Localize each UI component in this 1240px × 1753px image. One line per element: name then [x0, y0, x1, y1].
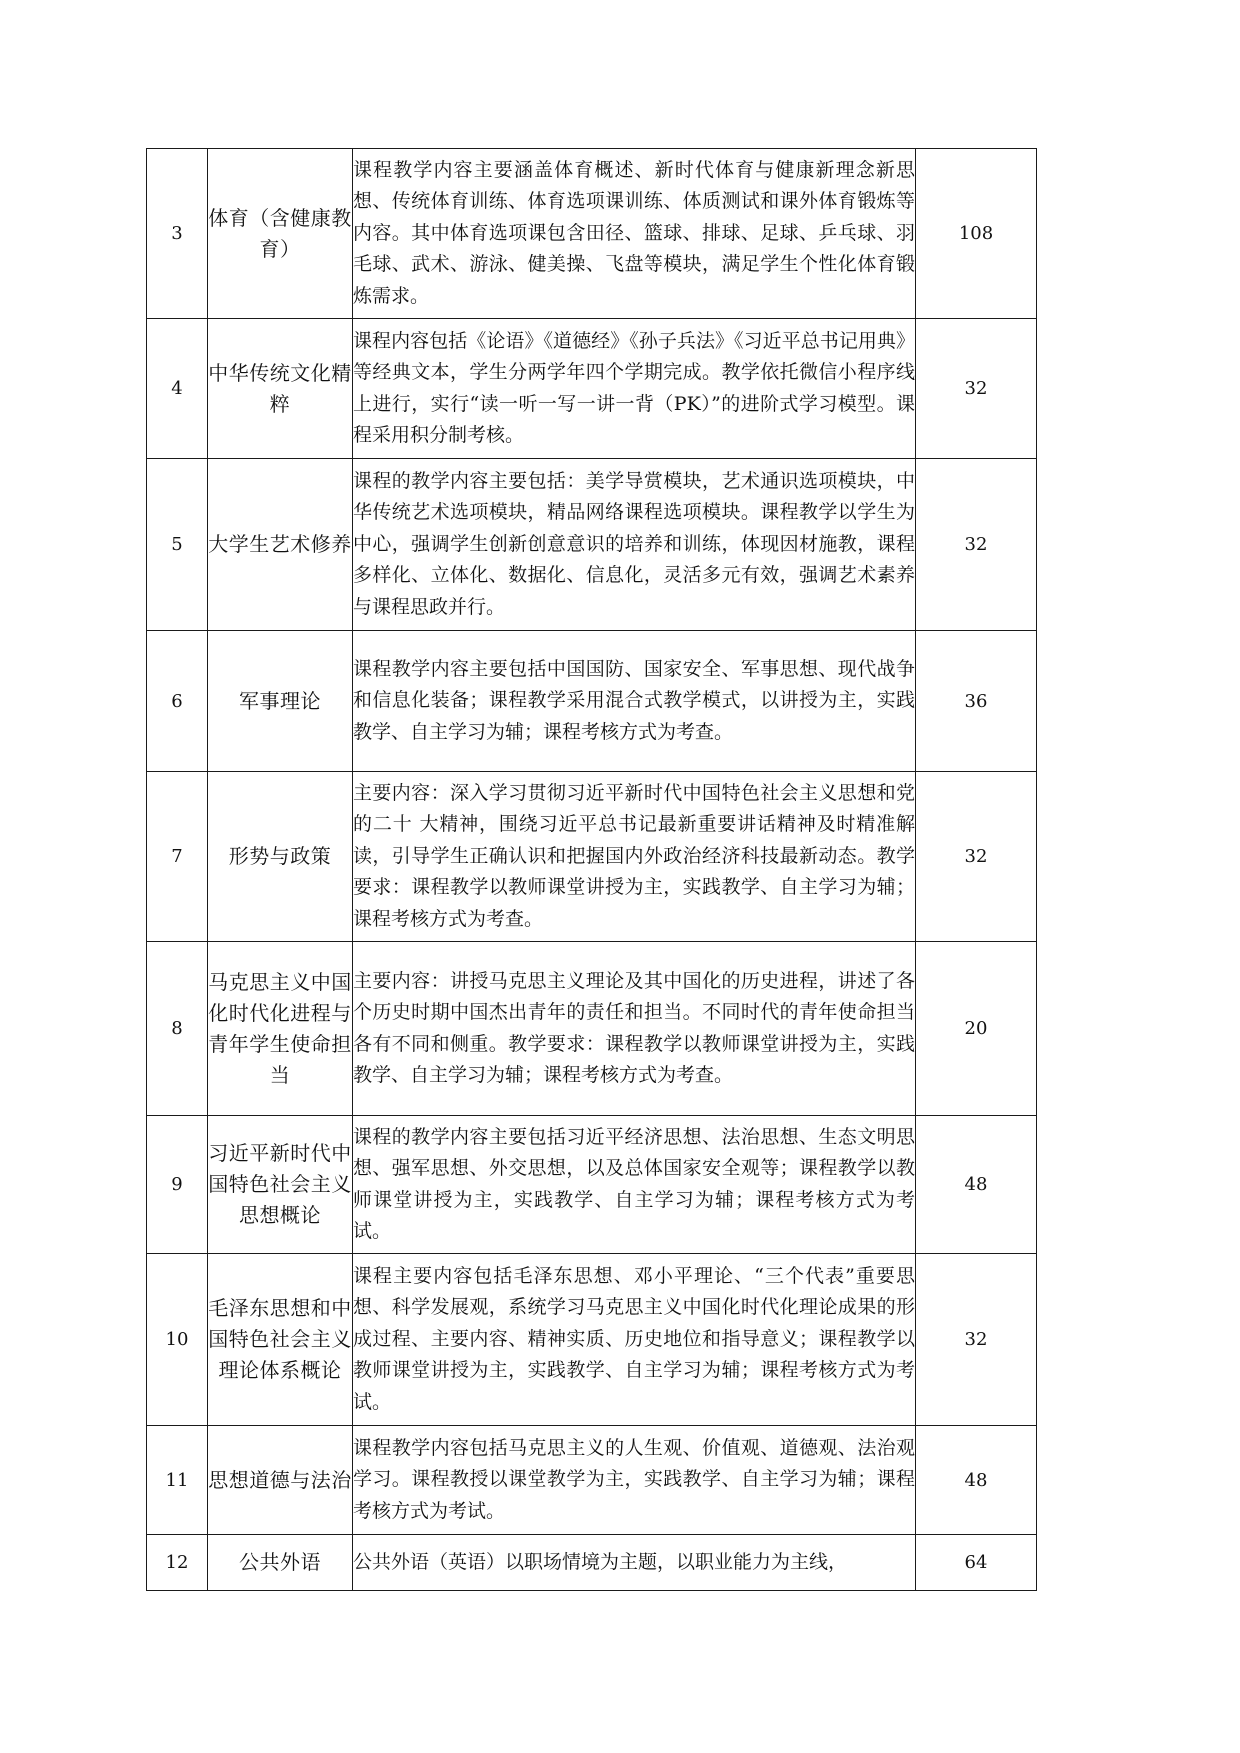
course-description: 主要内容：讲授马克思主义理论及其中国化的历史进程，讲述了各个历史时期中国杰出青年的责任和担当。不同时代的青年使命担当各有不同和侧重。教学要求：课程教学以教师课堂讲授为主，实践教学、自主学习为辅；课程考核方式为考查。 — [353, 942, 916, 1116]
course-name: 公共外语 — [208, 1535, 353, 1591]
course-hours: 32 — [916, 1254, 1037, 1426]
course-number: 5 — [147, 459, 208, 631]
course-description: 主要内容：深入学习贯彻习近平新时代中国特色社会主义思想和党的二十 大精神，围绕习近平总书记最新重要讲话精神及时精准解读，引导学生正确认识和把握国内外政治经济科技最新动态。教学要求：课程教学以教师课堂讲授为主，实践教学、自主学习为辅；课程考核方式为考查。 — [353, 772, 916, 942]
course-description: 课程的教学内容主要包括：美学导赏模块，艺术通识选项模块，中华传统艺术选项模块，精品网络课程选项模块。课程教学以学生为中心，强调学生创新创意意识的培养和训练，体现因材施教，课程多样化、立体化、数据化、信息化，灵活多元有效，强调艺术素养与课程思政并行。 — [353, 459, 916, 631]
course-name: 习近平新时代中国特色社会主义思想概论 — [208, 1116, 353, 1254]
course-description: 公共外语（英语）以职场情境为主题，以职业能力为主线， — [353, 1535, 916, 1591]
course-hours: 32 — [916, 459, 1037, 631]
table-row — [147, 942, 1037, 1116]
course-description: 课程内容包括《论语》《道德经》《孙子兵法》《习近平总书记用典》等经典文本，学生分两学年四个学期完成。教学依托微信小程序线上进行，实行“读一听一写一讲一背（PK）”的进阶式学习模型。课程采用积分制考核。 — [353, 319, 916, 459]
course-number: 12 — [147, 1535, 208, 1591]
table-row — [147, 1116, 1037, 1254]
course-name: 体育（含健康教育） — [208, 149, 353, 319]
course-hours: 36 — [916, 631, 1037, 772]
course-name: 形势与政策 — [208, 772, 353, 942]
course-number: 11 — [147, 1426, 208, 1535]
course-number: 8 — [147, 942, 208, 1116]
course-name: 军事理论 — [208, 631, 353, 772]
course-description: 课程的教学内容主要包括习近平经济思想、法治思想、生态文明思想、强军思想、外交思想，以及总体国家安全观等；课程教学以教师课堂讲授为主，实践教学、自主学习为辅；课程考核方式为考试。 — [353, 1116, 916, 1254]
course-hours: 32 — [916, 772, 1037, 942]
course-number: 7 — [147, 772, 208, 942]
course-hours: 32 — [916, 319, 1037, 459]
course-number: 4 — [147, 319, 208, 459]
table-row — [147, 1254, 1037, 1426]
course-hours: 108 — [916, 149, 1037, 319]
table-row — [147, 149, 1037, 319]
course-hours: 48 — [916, 1426, 1037, 1535]
course-number: 3 — [147, 149, 208, 319]
course-number: 10 — [147, 1254, 208, 1426]
course-name: 大学生艺术修养 — [208, 459, 353, 631]
course-name: 中华传统文化精粹 — [208, 319, 353, 459]
table-row — [147, 1535, 1037, 1591]
table-row — [147, 631, 1037, 772]
course-table — [146, 148, 1037, 1591]
course-hours: 48 — [916, 1116, 1037, 1254]
course-number: 6 — [147, 631, 208, 772]
course-name: 毛泽东思想和中国特色社会主义理论体系概论 — [208, 1254, 353, 1426]
course-hours: 64 — [916, 1535, 1037, 1591]
table-row — [147, 772, 1037, 942]
course-description: 课程教学内容包括马克思主义的人生观、价值观、道德观、法治观学习。课程教授以课堂教学为主，实践教学、自主学习为辅；课程考核方式为考试。 — [353, 1426, 916, 1535]
table-row — [147, 319, 1037, 459]
course-name: 思想道德与法治 — [208, 1426, 353, 1535]
course-hours: 20 — [916, 942, 1037, 1116]
course-description: 课程教学内容主要涵盖体育概述、新时代体育与健康新理念新思想、传统体育训练、体育选项课训练、体质测试和课外体育锻炼等内容。其中体育选项课包含田径、篮球、排球、足球、乒乓球、羽毛球、武术、游泳、健美操、飞盘等模块，满足学生个性化体育锻炼需求。 — [353, 149, 916, 319]
course-description: 课程教学内容主要包括中国国防、国家安全、军事思想、现代战争和信息化装备；课程教学采用混合式教学模式，以讲授为主，实践教学、自主学习为辅；课程考核方式为考查。 — [353, 631, 916, 772]
table-row — [147, 459, 1037, 631]
table-row — [147, 1426, 1037, 1535]
course-description: 课程主要内容包括毛泽东思想、邓小平理论、“三个代表”重要思想、科学发展观，系统学习马克思主义中国化时代化理论成果的形成过程、主要内容、精神实质、历史地位和指导意义；课程教学以教师课堂讲授为主，实践教学、自主学习为辅；课程考核方式为考试。 — [353, 1254, 916, 1426]
course-number: 9 — [147, 1116, 208, 1254]
course-name: 马克思主义中国化时代化进程与青年学生使命担当 — [208, 942, 353, 1116]
